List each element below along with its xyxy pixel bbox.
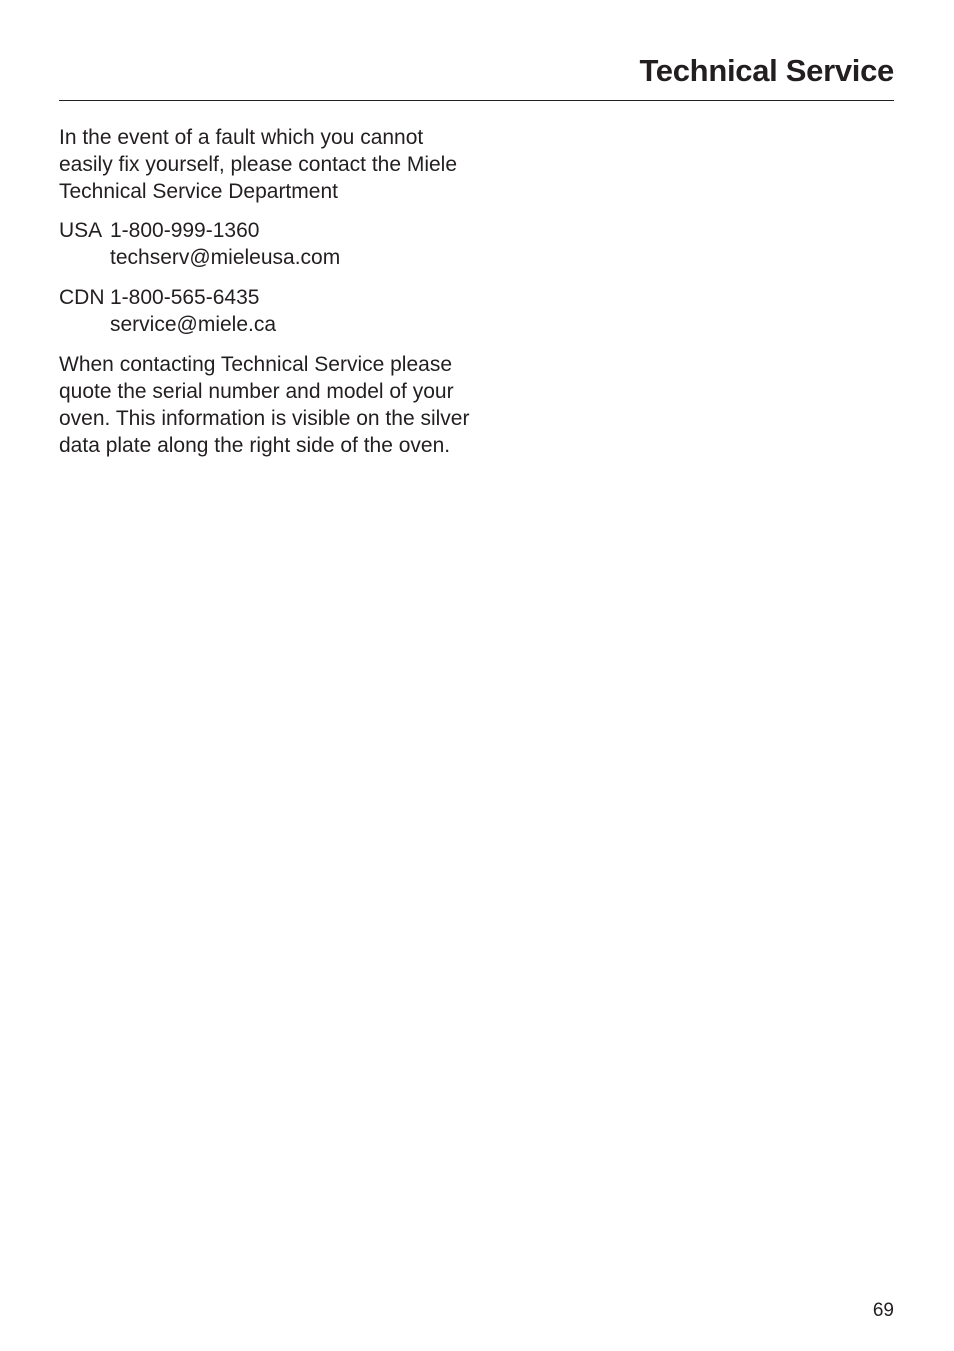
contact-email[interactable]: service@miele.ca — [110, 313, 277, 336]
contact-email[interactable]: techserv@mieleusa.com — [110, 246, 341, 269]
closing-paragraph: When contacting Technical Service please quote the serial number and model of your oven. This information is visible on the silver data plate along the right side of the oven. — [59, 353, 470, 457]
contact-phone: 1-800-999-1360 — [110, 219, 260, 242]
contact-country-label: USA — [59, 219, 103, 242]
title-divider — [59, 100, 894, 101]
page-number: 69 — [872, 1300, 894, 1321]
contact-usa — [59, 217, 479, 271]
main-content — [59, 124, 479, 459]
page-title: Technical Service — [639, 53, 894, 88]
contact-phone: 1-800-565-6435 — [110, 286, 260, 309]
contact-country-label: CDN — [59, 286, 105, 309]
contact-cdn — [59, 284, 479, 338]
intro-paragraph: In the event of a fault which you cannot easily fix yourself, please contact the Miele Technical Service Department — [59, 126, 458, 203]
